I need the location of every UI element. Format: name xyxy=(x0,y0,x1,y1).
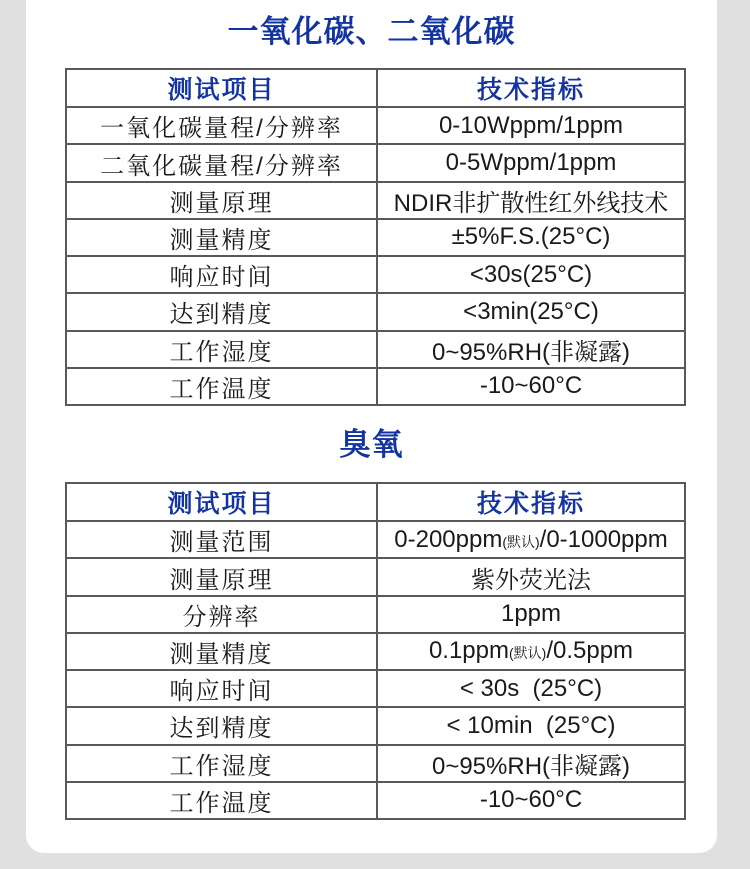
spec-item: 分辨率 xyxy=(66,596,377,633)
spec-value: /0.5ppm xyxy=(546,637,634,665)
spec-value-cell xyxy=(377,745,685,782)
spec-item: 响应时间 xyxy=(66,256,377,293)
spec-value: <3min(25°C) xyxy=(463,297,599,325)
spec-value-cell xyxy=(377,256,685,293)
spec-item: 工作湿度 xyxy=(66,745,377,782)
spec-value-cell xyxy=(377,596,685,633)
table-row xyxy=(66,670,685,707)
spec-value: 0~95%RH(非凝露) xyxy=(431,338,631,366)
spec-value: -10~60°C xyxy=(479,372,583,400)
spec-item: 工作温度 xyxy=(66,368,377,405)
table-row xyxy=(66,745,685,782)
table-row xyxy=(66,219,685,256)
spec-value-cell xyxy=(377,182,685,219)
table-row xyxy=(66,596,685,633)
header-test-item: 测试项目 xyxy=(66,69,377,107)
spec-item: 测量精度 xyxy=(66,633,377,670)
spec-item: 一氧化碳量程/分辨率 xyxy=(66,107,377,144)
spec-item: 测量精度 xyxy=(66,219,377,256)
table-row xyxy=(66,707,685,744)
spec-value: <30s(25°C) xyxy=(469,260,593,288)
spec-value: < 10min (25°C) xyxy=(446,711,616,739)
header-tech-spec: 技术指标 xyxy=(377,483,685,521)
table-row xyxy=(66,633,685,670)
spec-value-default-note: (默认) xyxy=(509,645,547,662)
spec-item: 工作温度 xyxy=(66,782,377,819)
table-row xyxy=(66,331,685,368)
spec-value-cell xyxy=(377,293,685,330)
table-row xyxy=(66,107,685,144)
spec-item: 测量范围 xyxy=(66,521,377,558)
spec-value-cell xyxy=(377,782,685,819)
table-row xyxy=(66,293,685,330)
spec-value-cell xyxy=(377,331,685,368)
table-row xyxy=(66,782,685,819)
spec-value: 0-5Wppm/1ppm xyxy=(445,149,617,177)
spec-value: 0~95%RH(非凝露) xyxy=(431,752,631,780)
spec-value: /0-1000ppm xyxy=(539,525,668,553)
header-test-item: 测试项目 xyxy=(66,483,377,521)
table-row xyxy=(66,368,685,405)
spec-value-cell xyxy=(377,107,685,144)
spec-value: -10~60°C xyxy=(479,786,583,814)
table-row xyxy=(66,256,685,293)
spec-item: 测量原理 xyxy=(66,558,377,595)
spec-value-cell xyxy=(377,521,685,558)
spec-value-default-note: (默认) xyxy=(502,533,540,550)
spec-value-cell xyxy=(377,368,685,405)
spec-value: 0.1ppm xyxy=(428,637,509,665)
spec-value: 0-200ppm xyxy=(394,525,503,553)
table-row xyxy=(66,144,685,181)
spec-value: 0-10Wppm/1ppm xyxy=(438,111,624,139)
spec-value: 1ppm xyxy=(500,600,562,628)
spec-value-cell xyxy=(377,558,685,595)
spec-value-cell xyxy=(377,670,685,707)
spec-value: < 30s (25°C) xyxy=(459,674,603,702)
spec-table-co-co2 xyxy=(65,68,686,406)
spec-table-ozone xyxy=(65,482,686,820)
spec-item: 二氧化碳量程/分辨率 xyxy=(66,144,377,181)
spec-value: NDIR非扩散性红外线技术 xyxy=(393,189,669,217)
content-card xyxy=(26,0,717,853)
spec-item: 测量原理 xyxy=(66,182,377,219)
spec-value-cell xyxy=(377,633,685,670)
spec-value-cell xyxy=(377,144,685,181)
spec-value-cell xyxy=(377,219,685,256)
section-title-ozone: 臭氧 xyxy=(339,427,404,462)
spec-value: ±5%F.S.(25°C) xyxy=(451,223,611,251)
spec-item: 达到精度 xyxy=(66,293,377,330)
table-header-row xyxy=(66,69,685,107)
header-tech-spec: 技术指标 xyxy=(377,69,685,107)
section-title-co-co2: 一氧化碳、二氧化碳 xyxy=(227,14,516,49)
spec-item: 响应时间 xyxy=(66,670,377,707)
spec-item: 工作湿度 xyxy=(66,331,377,368)
spec-value: 紫外荧光法 xyxy=(471,566,591,594)
table-row xyxy=(66,558,685,595)
table-row xyxy=(66,521,685,558)
table-header-row xyxy=(66,483,685,521)
spec-value-cell xyxy=(377,707,685,744)
table-row xyxy=(66,182,685,219)
spec-item: 达到精度 xyxy=(66,707,377,744)
